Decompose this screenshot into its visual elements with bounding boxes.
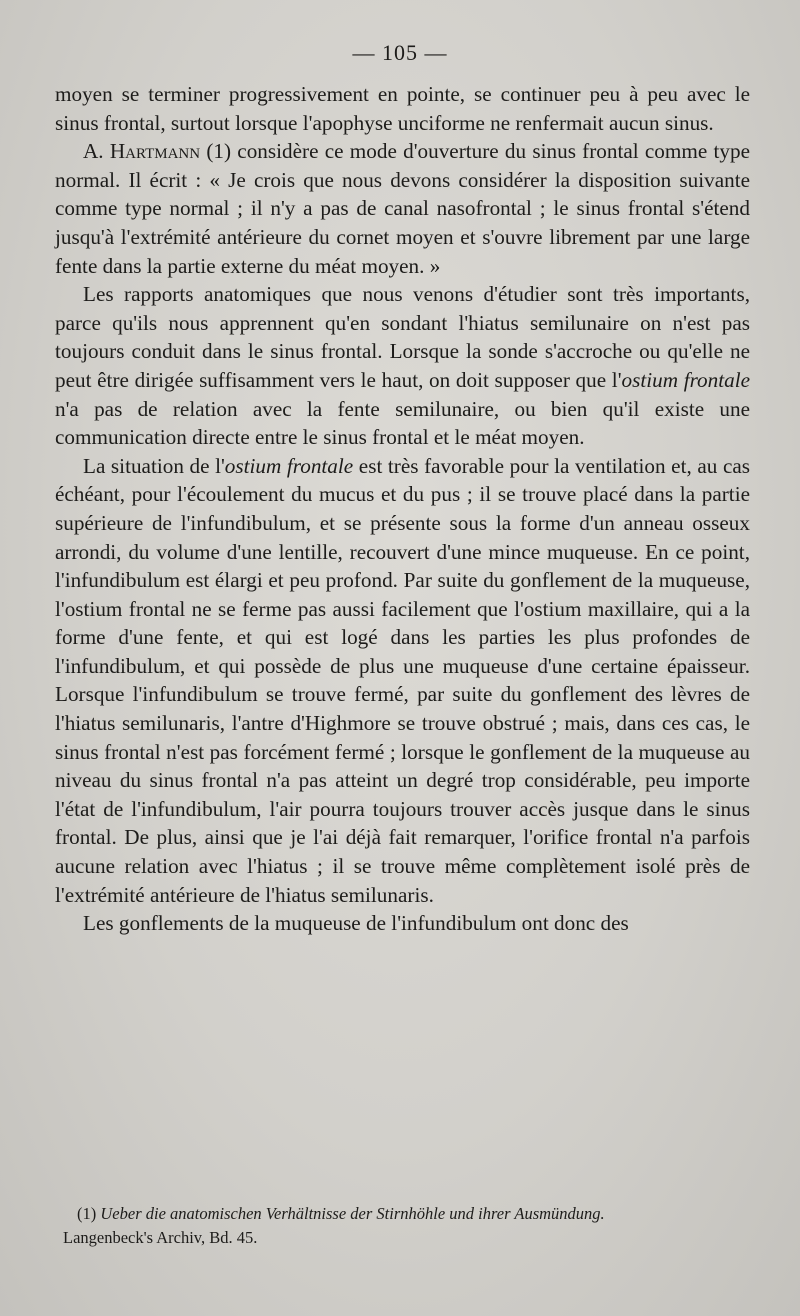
paragraph-4-italic: ostium frontale (224, 453, 354, 478)
paragraph-2 (55, 137, 750, 280)
body-text (55, 80, 750, 938)
page-number: — 105 — (352, 40, 448, 65)
paragraph-3-text-a: Les rapports anatomiques que nous venons d'étudier sont très importants, parce qu'ils nous apprennent qu'en sondant l'hiatus semilunaire on n'est pas toujours conduit dans le sinus frontal. Lorsque la sonde s'accroche ou qu'elle ne peut être dirigée suffisamment vers le haut, on doit supposer que l' (55, 282, 750, 392)
paragraph-4-text-a: La situation de l' (83, 453, 225, 478)
paragraph-2-text: (1) considère ce mode d'ouverture du sinus frontal comme type normal. Il écrit : « Je crois que nous devons considérer la disposition suivante comme type normal ; il n'y a pas de canal nasofrontal ; le sinus frontal s'étend jusqu'à l'extrémité antérieure du cornet moyen et s'ouvre librement par une large fente dans la partie externe du méat moyen. » (55, 139, 750, 278)
footnote-marker: (1) (77, 1204, 101, 1223)
paragraph-4 (55, 452, 750, 910)
paragraph-3-italic: ostium frontale (621, 367, 750, 392)
footnote-source: Langenbeck's Archiv, Bd. 45. (63, 1228, 258, 1247)
footnote-title: Ueber die anatomischen Verhältnisse der Stirnhöhle und ihrer Ausmündung. (100, 1204, 605, 1223)
footnote (63, 1202, 753, 1250)
paragraph-3-text-b: n'a pas de relation avec la fente semilunaire, ou bien qu'il existe une communication directe entre le sinus frontal et le méat moyen. (55, 396, 750, 450)
paragraph-1: moyen se terminer progressivement en pointe, se continuer peu à peu avec le sinus frontal, surtout lorsque l'apophyse unciforme ne renfermait aucun sinus. (55, 82, 750, 135)
paragraph-3 (55, 280, 750, 452)
author-name: A. Hartmann (83, 139, 201, 164)
paragraph-4-text-b: est très favorable pour la ventilation et, au cas échéant, pour l'écoulement du mucus et du pus ; il se trouve placé dans la partie supérieure de l'infundibulum, et se présente sous la forme d'un anneau osseux arrondi, du volume d'une lentille, recouvert d'une mince muqueuse. En ce point, l'infundibulum est élargi et peu profond. Par suite du gonflement de la muqueuse, l'ostium frontal ne se ferme pas aussi facilement que l'ostium maxillaire, qui a la forme d'une fente, et qui est logé dans les parties les plus profondes de l'infundibulum, et qui possède de plus une muqueuse d'une certaine épaisseur. Lorsque l'infundibulum se trouve fermé, par suite du gonflement des lèvres de l'hiatus semilunaris, l'antre d'Highmore se trouve obstrué ; mais, dans ces cas, le sinus frontal n'est pas forcément fermé ; lorsque le gonflement de la muqueuse au niveau du sinus frontal n'a pas atteint un degré trop considérable, peu importe l'état de l'infundibulum, l'air pourra toujours trouver accès jusque dans le sinus frontal. De plus, ainsi que je l'ai déjà fait remarquer, l'orifice frontal n'a parfois aucune relation avec l'hiatus ; il se trouve même complètement isolé près de l'extrémité antérieure de l'hiatus semilunaris. (55, 453, 750, 907)
paragraph-5: Les gonflements de la muqueuse de l'infundibulum ont donc des (83, 911, 629, 936)
